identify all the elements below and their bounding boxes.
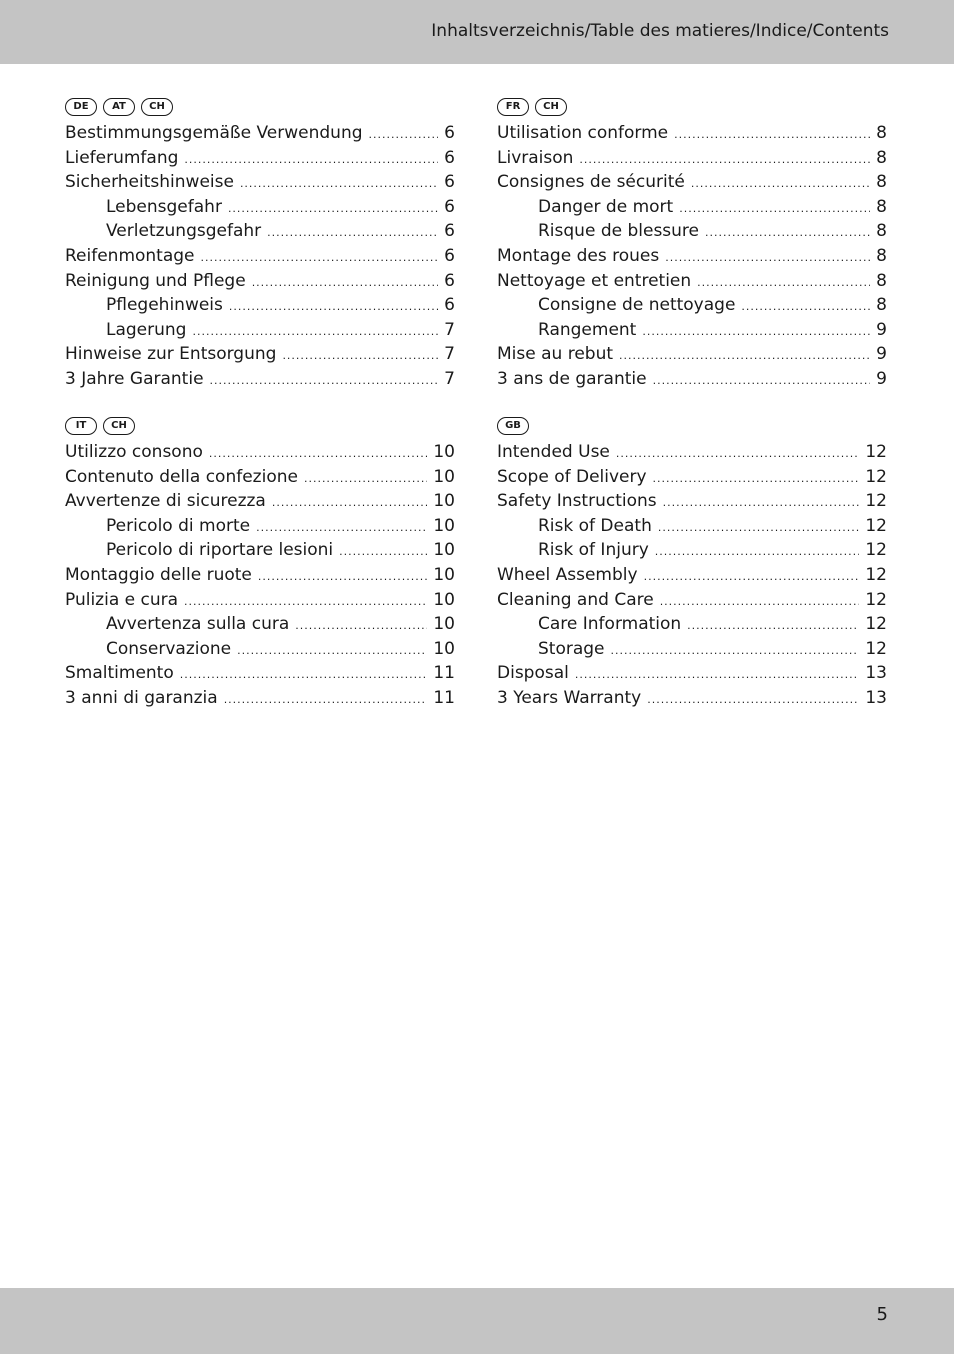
dot-leader (619, 344, 870, 369)
entry-title: Verletzungsgefahr (106, 221, 262, 242)
toc-subentry (497, 195, 887, 220)
dot-leader (579, 148, 870, 173)
entry-title: Reifenmontage (65, 245, 195, 266)
dot-leader (705, 221, 870, 246)
entry-title: Montaggio delle ruote (65, 564, 252, 585)
entry-title: Reinigung und Pflege (65, 270, 246, 291)
toc-subentry (497, 637, 887, 662)
toc-entry (65, 489, 455, 514)
entry-title: 3 Jahre Garantie (65, 368, 204, 389)
dot-leader (295, 614, 427, 639)
entry-page-number: 8 (876, 295, 887, 316)
toc-entry (65, 170, 455, 195)
entry-title: Disposal (497, 663, 569, 684)
country-badge-at: AT (103, 98, 135, 116)
toc-entry (65, 244, 455, 269)
dot-leader (369, 123, 439, 148)
dot-leader (687, 614, 859, 639)
entry-title: Utilizzo consono (65, 442, 203, 462)
entry-page-number: 6 (444, 123, 455, 143)
entry-title: Risk of Injury (538, 540, 649, 561)
dot-leader (741, 295, 870, 320)
dot-leader (228, 197, 438, 222)
entry-title: Avvertenza sulla cura (106, 614, 290, 635)
dot-leader (655, 540, 860, 565)
entry-title: Hinweise zur Entsorgung (65, 344, 277, 365)
dot-leader (575, 663, 859, 688)
dot-leader (642, 320, 870, 345)
toc-subentry (497, 293, 887, 318)
entry-title: Risque de blessure (538, 221, 700, 242)
header-title: Inhaltsverzeichnis/Table des matieres/Indice/Contents (431, 21, 889, 41)
footer-bar (0, 1288, 954, 1354)
toc-entry (65, 563, 455, 588)
toc-entry (65, 342, 455, 367)
entry-title: Sicherheitshinweise (65, 172, 234, 193)
entry-title: Conservazione (106, 638, 232, 659)
entry-page-number: 8 (876, 221, 887, 242)
country-badge-ch: CH (103, 417, 135, 435)
dot-leader (660, 590, 860, 615)
dot-leader (210, 369, 439, 394)
entry-page-number: 6 (444, 270, 455, 291)
entry-page-number: 8 (876, 245, 887, 266)
dot-leader (674, 123, 870, 148)
toc-subentry (497, 514, 887, 539)
entry-title: Danger de mort (538, 196, 674, 217)
dot-leader (653, 369, 871, 394)
entry-title: Mise au rebut (497, 344, 614, 365)
toc-entry (497, 440, 887, 465)
toc-subentry (497, 612, 887, 637)
dot-leader (644, 565, 860, 590)
toc-entry (497, 170, 887, 195)
entry-title: 3 ans de garantie (497, 368, 647, 389)
toc-section-gb (497, 415, 887, 711)
entry-title: Consigne de nettoyage (538, 295, 736, 316)
toc-section-fr (497, 96, 887, 392)
entry-title: Bestimmungsgemäße Verwendung (65, 123, 363, 143)
toc-entry (497, 244, 887, 269)
dot-leader (252, 271, 438, 296)
dot-leader (209, 442, 427, 467)
dot-leader (658, 516, 860, 541)
entry-page-number: 10 (433, 540, 455, 561)
toc-entry (497, 686, 887, 711)
entry-title: Pulizia e cura (65, 589, 179, 610)
entry-page-number: 13 (865, 687, 887, 708)
dot-leader (224, 688, 428, 713)
entry-page-number: 6 (444, 221, 455, 242)
dot-leader (339, 540, 427, 565)
toc-entry (65, 686, 455, 711)
entry-title: Lebensgefahr (106, 196, 222, 217)
toc-subentry (65, 318, 455, 343)
dot-leader (267, 221, 438, 246)
toc-list (497, 121, 887, 392)
dot-leader (256, 516, 427, 541)
page-number: 5 (876, 1304, 888, 1325)
entry-page-number: 12 (865, 638, 887, 659)
entry-page-number: 6 (444, 196, 455, 217)
toc-subentry (65, 195, 455, 220)
dot-leader (237, 639, 427, 664)
entry-page-number: 10 (433, 638, 455, 659)
entry-title: Lieferumfang (65, 147, 179, 168)
entry-title: Lagerung (106, 319, 187, 340)
entry-title: Avvertenze di sicurezza (65, 491, 266, 512)
entry-title: Intended Use (497, 442, 610, 462)
dot-leader (258, 565, 427, 590)
entry-page-number: 8 (876, 147, 887, 168)
toc-subentry (65, 637, 455, 662)
entry-page-number: 10 (433, 589, 455, 610)
dot-leader (282, 344, 438, 369)
entry-title: 3 Years Warranty (497, 687, 642, 708)
toc-section-it (65, 415, 455, 711)
country-badge-de: DE (65, 98, 97, 116)
dot-leader (653, 467, 860, 492)
entry-page-number: 11 (433, 663, 455, 684)
country-badge-gb: GB (497, 417, 529, 435)
entry-page-number: 12 (865, 466, 887, 487)
entry-page-number: 8 (876, 196, 887, 217)
dot-leader (240, 172, 438, 197)
entry-page-number: 6 (444, 147, 455, 168)
toc-entry (497, 661, 887, 686)
entry-page-number: 9 (876, 344, 887, 365)
dot-leader (304, 467, 427, 492)
dot-leader (663, 491, 860, 516)
dot-leader (229, 295, 438, 320)
header-bar (0, 0, 954, 64)
dot-leader (697, 271, 870, 296)
toc-entry (65, 146, 455, 171)
entry-title: Utilisation conforme (497, 123, 669, 143)
entry-title: Smaltimento (65, 663, 174, 684)
toc-entry (497, 121, 887, 146)
entry-page-number: 9 (876, 368, 887, 389)
toc-list (65, 121, 455, 392)
entry-title: Montage des roues (497, 245, 660, 266)
dot-leader (201, 246, 439, 271)
country-badges (65, 96, 455, 118)
entry-page-number: 6 (444, 245, 455, 266)
country-badges (497, 415, 887, 437)
dot-leader (192, 320, 438, 345)
entry-page-number: 12 (865, 442, 887, 462)
entry-page-number: 7 (444, 319, 455, 340)
dot-leader (184, 590, 427, 615)
entry-page-number: 10 (433, 442, 455, 462)
entry-page-number: 10 (433, 515, 455, 536)
dot-leader (180, 663, 428, 688)
country-badge-fr: FR (497, 98, 529, 116)
entry-title: Safety Instructions (497, 491, 657, 512)
entry-title: Pericolo di morte (106, 515, 251, 536)
dot-leader (647, 688, 859, 713)
entry-page-number: 6 (444, 295, 455, 316)
country-badges (497, 96, 887, 118)
entry-title: Care Information (538, 614, 682, 635)
toc-entry (65, 121, 455, 146)
toc-entry (497, 489, 887, 514)
toc-entry (497, 342, 887, 367)
toc-entry (65, 661, 455, 686)
toc-entry (65, 367, 455, 392)
entry-page-number: 6 (444, 172, 455, 193)
entry-title: 3 anni di garanzia (65, 687, 218, 708)
toc-subentry (497, 219, 887, 244)
toc-entry (65, 269, 455, 294)
entry-page-number: 12 (865, 614, 887, 635)
toc-list (65, 440, 455, 711)
toc-entry (497, 563, 887, 588)
entry-page-number: 10 (433, 466, 455, 487)
country-badge-ch: CH (535, 98, 567, 116)
toc-subentry (497, 318, 887, 343)
country-badge-it: IT (65, 417, 97, 435)
toc-entry (497, 465, 887, 490)
entry-page-number: 12 (865, 515, 887, 536)
entry-page-number: 10 (433, 491, 455, 512)
dot-leader (184, 148, 438, 173)
entry-page-number: 8 (876, 270, 887, 291)
entry-page-number: 8 (876, 172, 887, 193)
entry-title: Cleaning and Care (497, 589, 654, 610)
entry-page-number: 10 (433, 614, 455, 635)
toc-entry (65, 465, 455, 490)
toc-list (497, 440, 887, 711)
entry-page-number: 8 (876, 123, 887, 143)
entry-title: Pericolo di riportare lesioni (106, 540, 334, 561)
toc-entry (497, 269, 887, 294)
dot-leader (616, 442, 859, 467)
entry-page-number: 13 (865, 663, 887, 684)
entry-title: Rangement (538, 319, 637, 340)
toc-subentry (65, 293, 455, 318)
entry-page-number: 12 (865, 589, 887, 610)
toc-entry (65, 588, 455, 613)
toc-entry (65, 440, 455, 465)
country-badge-ch: CH (141, 98, 173, 116)
toc-subentry (65, 612, 455, 637)
dot-leader (679, 197, 870, 222)
entry-title: Pflegehinweis (106, 295, 223, 316)
entry-title: Risk of Death (538, 515, 652, 536)
entry-page-number: 12 (865, 540, 887, 561)
toc-entry (497, 588, 887, 613)
entry-title: Livraison (497, 147, 574, 168)
dot-leader (272, 491, 428, 516)
entry-title: Wheel Assembly (497, 564, 638, 585)
entry-title: Nettoyage et entretien (497, 270, 692, 291)
entry-page-number: 12 (865, 491, 887, 512)
toc-section-de (65, 96, 455, 392)
dot-leader (691, 172, 870, 197)
toc-subentry (65, 219, 455, 244)
dot-leader (611, 639, 860, 664)
entry-page-number: 7 (444, 344, 455, 365)
entry-page-number: 10 (433, 564, 455, 585)
entry-title: Consignes de sécurité (497, 172, 685, 193)
country-badges (65, 415, 455, 437)
toc-entry (497, 367, 887, 392)
entry-title: Storage (538, 638, 605, 659)
entry-page-number: 12 (865, 564, 887, 585)
toc-entry (497, 146, 887, 171)
entry-title: Scope of Delivery (497, 466, 647, 487)
toc-subentry (65, 514, 455, 539)
entry-page-number: 7 (444, 368, 455, 389)
toc-subentry (65, 538, 455, 563)
dot-leader (665, 246, 870, 271)
entry-title: Contenuto della confezione (65, 466, 298, 487)
entry-page-number: 9 (876, 319, 887, 340)
toc-subentry (497, 538, 887, 563)
entry-page-number: 11 (433, 687, 455, 708)
